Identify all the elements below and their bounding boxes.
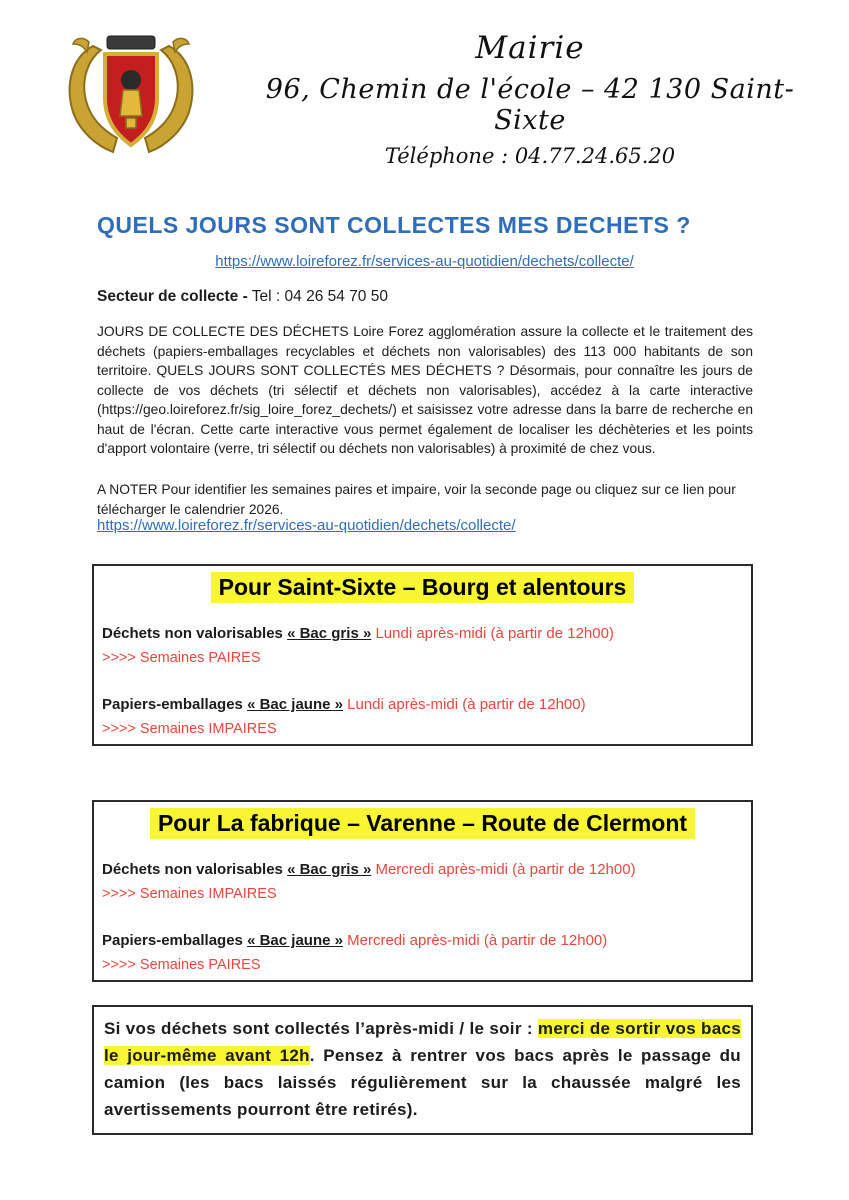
info-paragraph: JOURS DE COLLECTE DES DÉCHETS Loire Forez agglomération assure la collecte et le traitement des déchets (papiers-emballages recyclables et déchets non valorisables) des 113 000 habitants de son territoire. QUELS JOURS SONT COLLECTÉS MES DÉCHETS ? Désormais, pour connaître les jours de collecte de vos déchets (tri sélectif et déchets non valorisables), accédez à la carte interactive (https://geo.loireforez.fr/sig_loire_forez_dechets/) et saisissez votre adresse dans la barre de recherche en haut de l'écran. Cette carte interactive vous permet également de localiser les déchèteries et les points d'apport volontaire (verre, tri sélectif ou déchets non valorisables) à proximité de chez vous. [97,324,753,456]
schedule-text: Mercredi après-midi (à partir de 12h00) [347,932,608,949]
schedule-text: Mercredi après-midi (à partir de 12h00) [375,861,636,878]
bin-label: « Bac gris » [287,861,372,878]
sector-line [97,288,752,306]
bin-label: « Bac jaune » [247,932,343,949]
section-title: Pour Saint-Sixte – Bourg et alentours [211,572,635,603]
notice-post: . Pensez à rentrer vos bacs après le passage du camion (les bacs laissés régulièrement sur la chaussée malgré les avertissements pourront être retirés). [104,1046,741,1119]
waste-type-label: Déchets non valorisables [102,861,283,878]
section-bourg-title-row [102,572,743,603]
collecte-link-bottom[interactable]: https://www.loireforez.fr/services-au-quotidien/dechets/collecte/ [97,517,516,534]
bottom-notice [92,1005,753,1135]
weeks-text: >>>> Semaines PAIRES [102,957,261,973]
page-title: QUELS JOURS SONT COLLECTES MES DECHETS ? [97,212,691,238]
weeks-text: >>>> Semaines IMPAIRES [102,721,277,737]
weeks-text: >>>> Semaines IMPAIRES [102,886,277,902]
schedule-text: Lundi après-midi (à partir de 12h00) [375,625,614,642]
waste-type-label: Papiers-emballages [102,696,243,713]
schedule-text: Lundi après-midi (à partir de 12h00) [347,696,586,713]
mairie-phone: Téléphone : 04.77.24.65.20 [384,144,676,168]
mairie-address: 96, Chemin de l'école – 42 130 Saint-Sixte [265,74,795,136]
weeks-text: >>>> Semaines PAIRES [102,650,261,666]
waste-type-label: Papiers-emballages [102,932,243,949]
sector-phone: Tel : 04 26 54 70 50 [251,288,388,305]
section-title: Pour La fabrique – Varenne – Route de Clermont [150,808,695,839]
section-bourg [92,564,753,746]
collection-row [102,625,743,666]
mairie-title: Mairie [475,30,585,66]
notice-pre: Si vos déchets sont collectés l’après-midi / le soir : [104,1019,533,1038]
sector-label: Secteur de collecte - [97,288,248,305]
note-paragraph: A NOTER Pour identifier les semaines paires et impaire, voir la seconde page ou cliquez sur ce lien pour télécharger le calendrier 2026. [97,482,736,517]
collection-row [102,932,743,973]
section-fabrique [92,800,753,982]
coat-of-arms-icon [55,28,207,166]
top-link-wrapper [97,253,752,271]
collecte-link-top[interactable]: https://www.loireforez.fr/services-au-quotidien/dechets/collecte/ [215,253,634,270]
section-fabrique-title-row [102,808,743,839]
waste-type-label: Déchets non valorisables [102,625,283,642]
collection-row [102,861,743,902]
bin-label: « Bac jaune » [247,696,343,713]
collection-row [102,696,743,737]
notice-highlight: merci de sortir vos bacs le jour-même avant 12h [104,1019,741,1065]
bin-label: « Bac gris » [287,625,372,642]
